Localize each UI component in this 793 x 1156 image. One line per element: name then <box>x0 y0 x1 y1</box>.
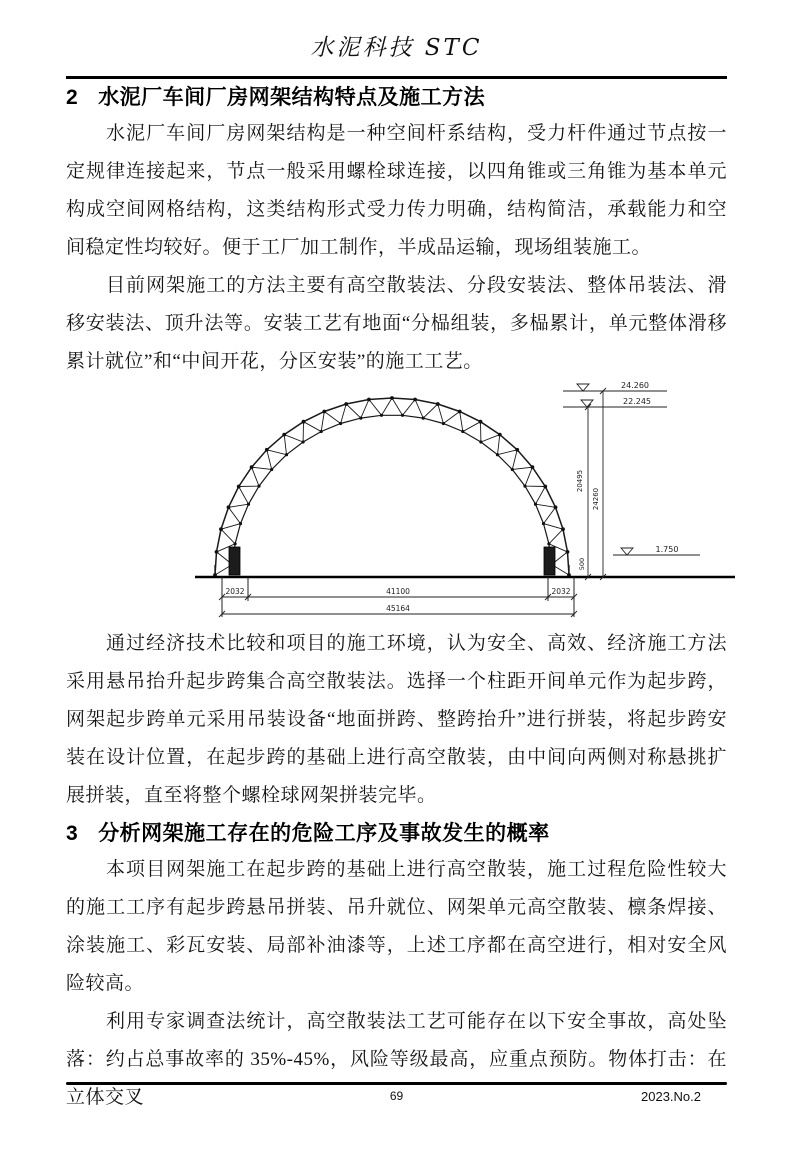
elevation-label-low: 1.750 <box>655 545 679 554</box>
body-paragraph: 通过经济技术比较和项目的施工环境，认为安全、高效、经济施工方法采用悬吊抬升起步跨集合高空散装法。选择一个柱距开间单元作为起步跨，网架起步跨单元采用吊装设备“地面拼跨、整跨抬升”进行拼装，将起步跨安装在设计位置，在起步跨的基础上进行高空散装，由中间向两侧对称悬挑扩展拼装，直至将整个螺栓球网架拼装完毕。 <box>66 633 727 806</box>
dim-label-span-right: 2032 <box>551 587 571 596</box>
body-paragraph: 水泥厂车间厂房网架结构是一种空间杆系结构，受力杆件通过节点按一定规律连接起来，节点一般采用螺栓球连接，以四角锥或三角锥为基本单元构成空间网格结构，这类结构形式受力传力明确，结构简洁，承载能力和空间稳定性均较好。便于工厂加工制作，半成品运输，现场组装施工。 <box>66 123 727 258</box>
document-page <box>0 34 793 1156</box>
arch-end-stubs <box>215 565 569 577</box>
section-2-heading <box>66 83 727 113</box>
dim-label-span-mid: 41100 <box>386 587 410 596</box>
section-3-title: 分析网架施工存在的危险工序及事故发生的概率 <box>98 822 550 845</box>
section-3-heading <box>66 819 727 849</box>
dim-label-height-outer: 24260 <box>592 487 600 511</box>
vertical-dimension-lines <box>585 388 606 580</box>
dim-label-span-left: 2032 <box>225 587 245 596</box>
issue-label: 2023.No.2 <box>641 1089 701 1104</box>
header-rule <box>66 76 727 79</box>
dim-label-height-inner: 20495 <box>576 469 584 493</box>
section-2-number: 2 <box>66 86 79 109</box>
elevation-label-mid: 22.245 <box>623 397 651 406</box>
body-paragraph: 利用专家调查法统计，高空散装法工艺可能存在以下安全事故，高处坠落：约占总事故率的 35%-45%，风险等级最高，应重点预防。物体打击：在立体交叉 <box>66 1011 727 1108</box>
truss-arch-figure <box>175 369 735 619</box>
elevation-label-top: 24.260 <box>621 381 649 390</box>
dim-label-small: 500 <box>578 557 586 571</box>
elevation-mark-top <box>563 381 667 391</box>
left-column-support <box>229 547 240 575</box>
section-2-title: 水泥厂车间厂房网架结构特点及施工方法 <box>98 86 486 109</box>
dim-label-span-total: 45164 <box>386 604 410 613</box>
truss-figure-svg <box>175 369 735 619</box>
footer-rule <box>66 1082 727 1085</box>
page-number: 69 <box>389 1089 404 1103</box>
elevation-mark-mid <box>563 397 667 407</box>
truss-arch <box>213 396 571 577</box>
body-paragraph: 本项目网架施工在起步跨的基础上进行高空散装，施工过程危险性较大的施工工序有起步跨悬吊拼装、吊升就位、网架单元高空散装、檩条焊接、涂装施工、彩瓦安装、局部补油漆等，上述工序都在高空进行，相对安全风险较高。 <box>66 859 727 994</box>
elevation-mark-low <box>613 545 700 555</box>
page-content <box>66 34 727 1117</box>
right-column-support <box>544 547 555 575</box>
section-3-number: 3 <box>66 822 79 845</box>
journal-title: 水泥科技 STC <box>310 35 483 61</box>
body-paragraph: 目前网架施工的方法主要有高空散装法、分段安装法、整体吊装法、滑移安装法、顶升法等。安装工艺有地面“分榀组装，多榀累计，单元整体滑移累计就位”和“中间开花，分区安装”的施工工艺。 <box>66 275 727 372</box>
